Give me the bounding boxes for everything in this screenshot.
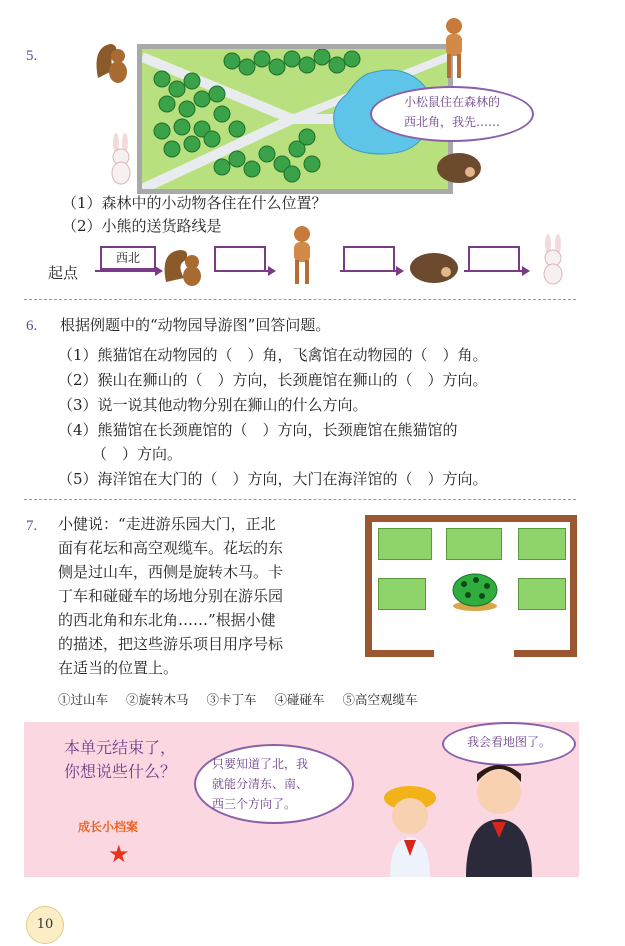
q6-number: 6. xyxy=(26,318,38,334)
q7-text-line: 在适当的位置上。 xyxy=(58,659,179,677)
q7-text-line: 丁车和碰碰车的场地分别在游乐园 xyxy=(58,587,284,605)
hedgehog-route-icon xyxy=(408,250,460,284)
q7-text xyxy=(58,512,283,680)
q5-line-1: （1）森林中的小动物各住在什么位置？ xyxy=(62,194,327,212)
page-number-badge xyxy=(26,906,64,944)
girl-bubble-line: 只要知道了北，我 xyxy=(212,757,309,771)
q7-number: 7. xyxy=(26,518,38,534)
summary-question-line: 你想说些什么？ xyxy=(64,762,177,781)
summary-question-line: 本单元结束了， xyxy=(64,738,177,757)
page-number: 10 xyxy=(36,917,54,932)
rabbit-route-icon xyxy=(536,234,570,286)
squirrel-illustration xyxy=(92,38,132,86)
rabbit-illustration xyxy=(105,133,137,185)
flower-bed-icon xyxy=(450,570,500,612)
hedgehog-illustration xyxy=(436,150,482,184)
girl-bubble-line: 西三个方向了。 xyxy=(212,797,297,811)
q7-text-line: 面有花坛和高空观缆车。花坛的东 xyxy=(58,539,284,557)
summary-panel xyxy=(24,722,579,877)
q6-item: （4）熊猫馆在长颈鹿馆的（ ）方向，长颈鹿馆在熊猫馆的 xyxy=(58,421,458,439)
q5-number: 5. xyxy=(26,48,38,64)
route-arrow-1 xyxy=(95,270,157,272)
q7-text-line: 小健说：“走进游乐园大门，正北 xyxy=(58,515,276,533)
gate-gap-cover xyxy=(434,650,514,658)
route-box-2[interactable] xyxy=(214,246,266,272)
route-box-4[interactable] xyxy=(468,246,520,272)
map-plot[interactable] xyxy=(446,528,502,560)
archive-label: 成长小档案 xyxy=(78,820,139,834)
route-box-1 xyxy=(100,246,156,270)
map-plot[interactable] xyxy=(378,578,426,610)
q5-line-2: （2）小熊的送货路线是 xyxy=(62,217,222,235)
boy-bubble-text: 我会看地图了。 xyxy=(466,735,551,749)
boy-illustration xyxy=(456,756,542,877)
option: ④碰碰车 xyxy=(274,692,325,707)
divider xyxy=(24,499,576,500)
summary-question xyxy=(64,736,176,784)
option: ①过山车 xyxy=(58,692,109,707)
map-plot[interactable] xyxy=(518,578,566,610)
q7-text-line: 的描述，把这些游乐项目用序号标 xyxy=(58,635,284,653)
squirrel-speech-bubble xyxy=(370,86,534,142)
route-box-3[interactable] xyxy=(343,246,395,272)
q7-options xyxy=(58,690,418,708)
map-plot[interactable] xyxy=(378,528,432,560)
q6-intro: 根据例题中的“动物园导游图”回答问题。 xyxy=(60,316,331,334)
squirrel-route-icon xyxy=(160,244,210,288)
girl-illustration xyxy=(370,778,450,877)
q6-item: （2）猴山在狮山的（ ）方向，长颈鹿馆在狮山的（ ）方向。 xyxy=(58,371,488,389)
option: ⑤高空观缆车 xyxy=(342,692,418,707)
bubble-line: 小松鼠住在森林的 xyxy=(403,95,500,109)
bubble-line: 西北角，我先…… xyxy=(403,115,500,129)
q6-item: （3）说一说其他动物分别在狮山的什么方向。 xyxy=(58,396,368,414)
amusement-park-map xyxy=(365,515,577,657)
deer-route-icon xyxy=(282,222,322,288)
q6-item: （ ）方向。 xyxy=(92,445,183,463)
route-box-1-label: 西北 xyxy=(115,251,140,265)
option: ②旋转木马 xyxy=(126,692,189,707)
girl-speech-bubble xyxy=(194,744,354,824)
park-gate-gap xyxy=(434,636,508,650)
option: ③卡丁车 xyxy=(206,692,257,707)
map-plot[interactable] xyxy=(518,528,566,560)
divider xyxy=(24,299,576,300)
star-icon: ★ xyxy=(108,840,130,868)
q7-text-line: 的西北角和东北角……”根据小健 xyxy=(58,611,276,629)
q6-item: （5）海洋馆在大门的（ ）方向，大门在海洋馆的（ ）方向。 xyxy=(58,470,488,488)
q6-item: （1）熊猫馆在动物园的（ ）角，飞禽馆在动物园的（ ）角。 xyxy=(58,346,488,364)
q7-text-line: 侧是过山车，西侧是旋转木马。卡 xyxy=(58,563,284,581)
deer-illustration xyxy=(432,12,472,82)
girl-bubble-line: 就能分清东、南、 xyxy=(212,777,309,791)
start-label: 起点 xyxy=(48,264,79,282)
